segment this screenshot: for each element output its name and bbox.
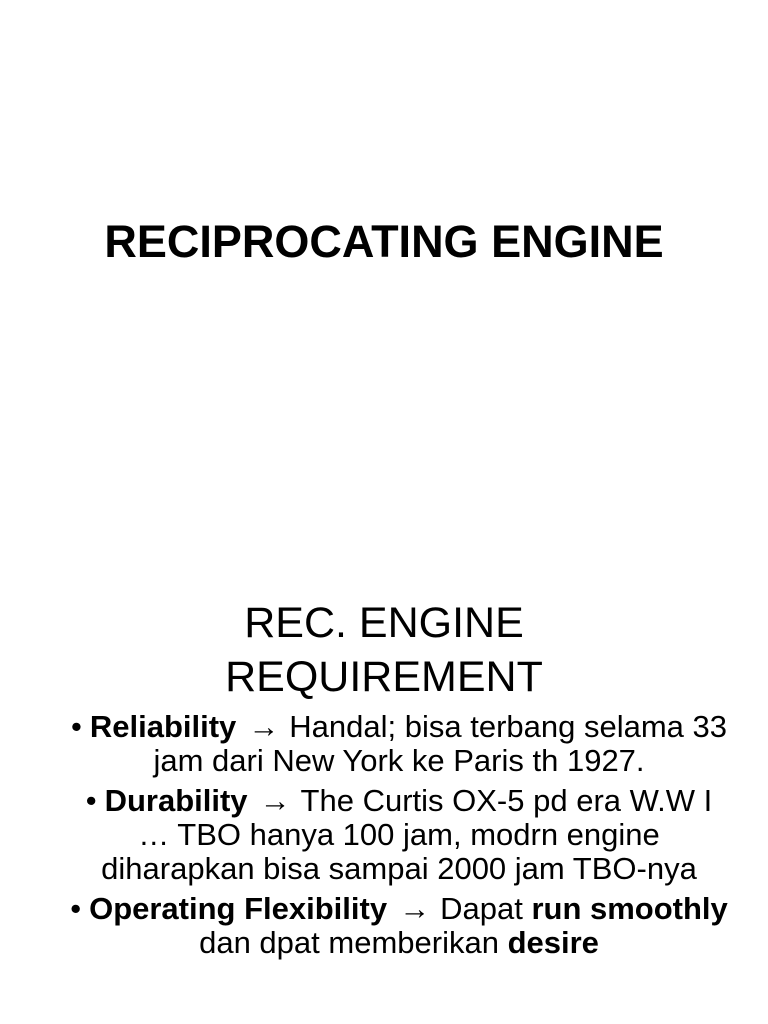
requirement-list xyxy=(70,710,728,966)
item-text: Dapat xyxy=(440,891,523,926)
bullet-icon: • xyxy=(70,891,82,926)
arrow-right-icon: → xyxy=(259,783,291,818)
item-emphasis: desire xyxy=(507,925,599,960)
slide-heading-line-1: REC. ENGINE xyxy=(244,599,524,647)
bullet-icon: • xyxy=(85,783,97,818)
item-text: The Curtis OX-5 pd era W.W I … TBO hanya 100 jam, modrn engine diharapkan bisa sampai 2000 jam TBO-nya xyxy=(101,783,713,886)
item-text: Handal; bisa terbang selama 33 jam dari New York ke Paris th 1927. xyxy=(153,709,728,778)
list-item xyxy=(70,710,728,778)
list-item xyxy=(70,892,728,960)
arrow-right-icon: → xyxy=(248,709,280,744)
slide-heading xyxy=(0,596,768,704)
item-emphasis: run smoothly xyxy=(531,891,728,926)
item-term: Operating Flexibility xyxy=(89,891,388,926)
item-term: Durability xyxy=(104,783,248,818)
item-text: dan dpat memberikan xyxy=(199,925,499,960)
list-item xyxy=(70,784,728,886)
slide-heading-line-2: REQUIREMENT xyxy=(225,653,543,701)
item-term: Reliability xyxy=(89,709,237,744)
bullet-icon: • xyxy=(70,709,82,744)
arrow-right-icon: → xyxy=(399,891,431,926)
slide-title: RECIPROCATING ENGINE xyxy=(104,216,664,267)
